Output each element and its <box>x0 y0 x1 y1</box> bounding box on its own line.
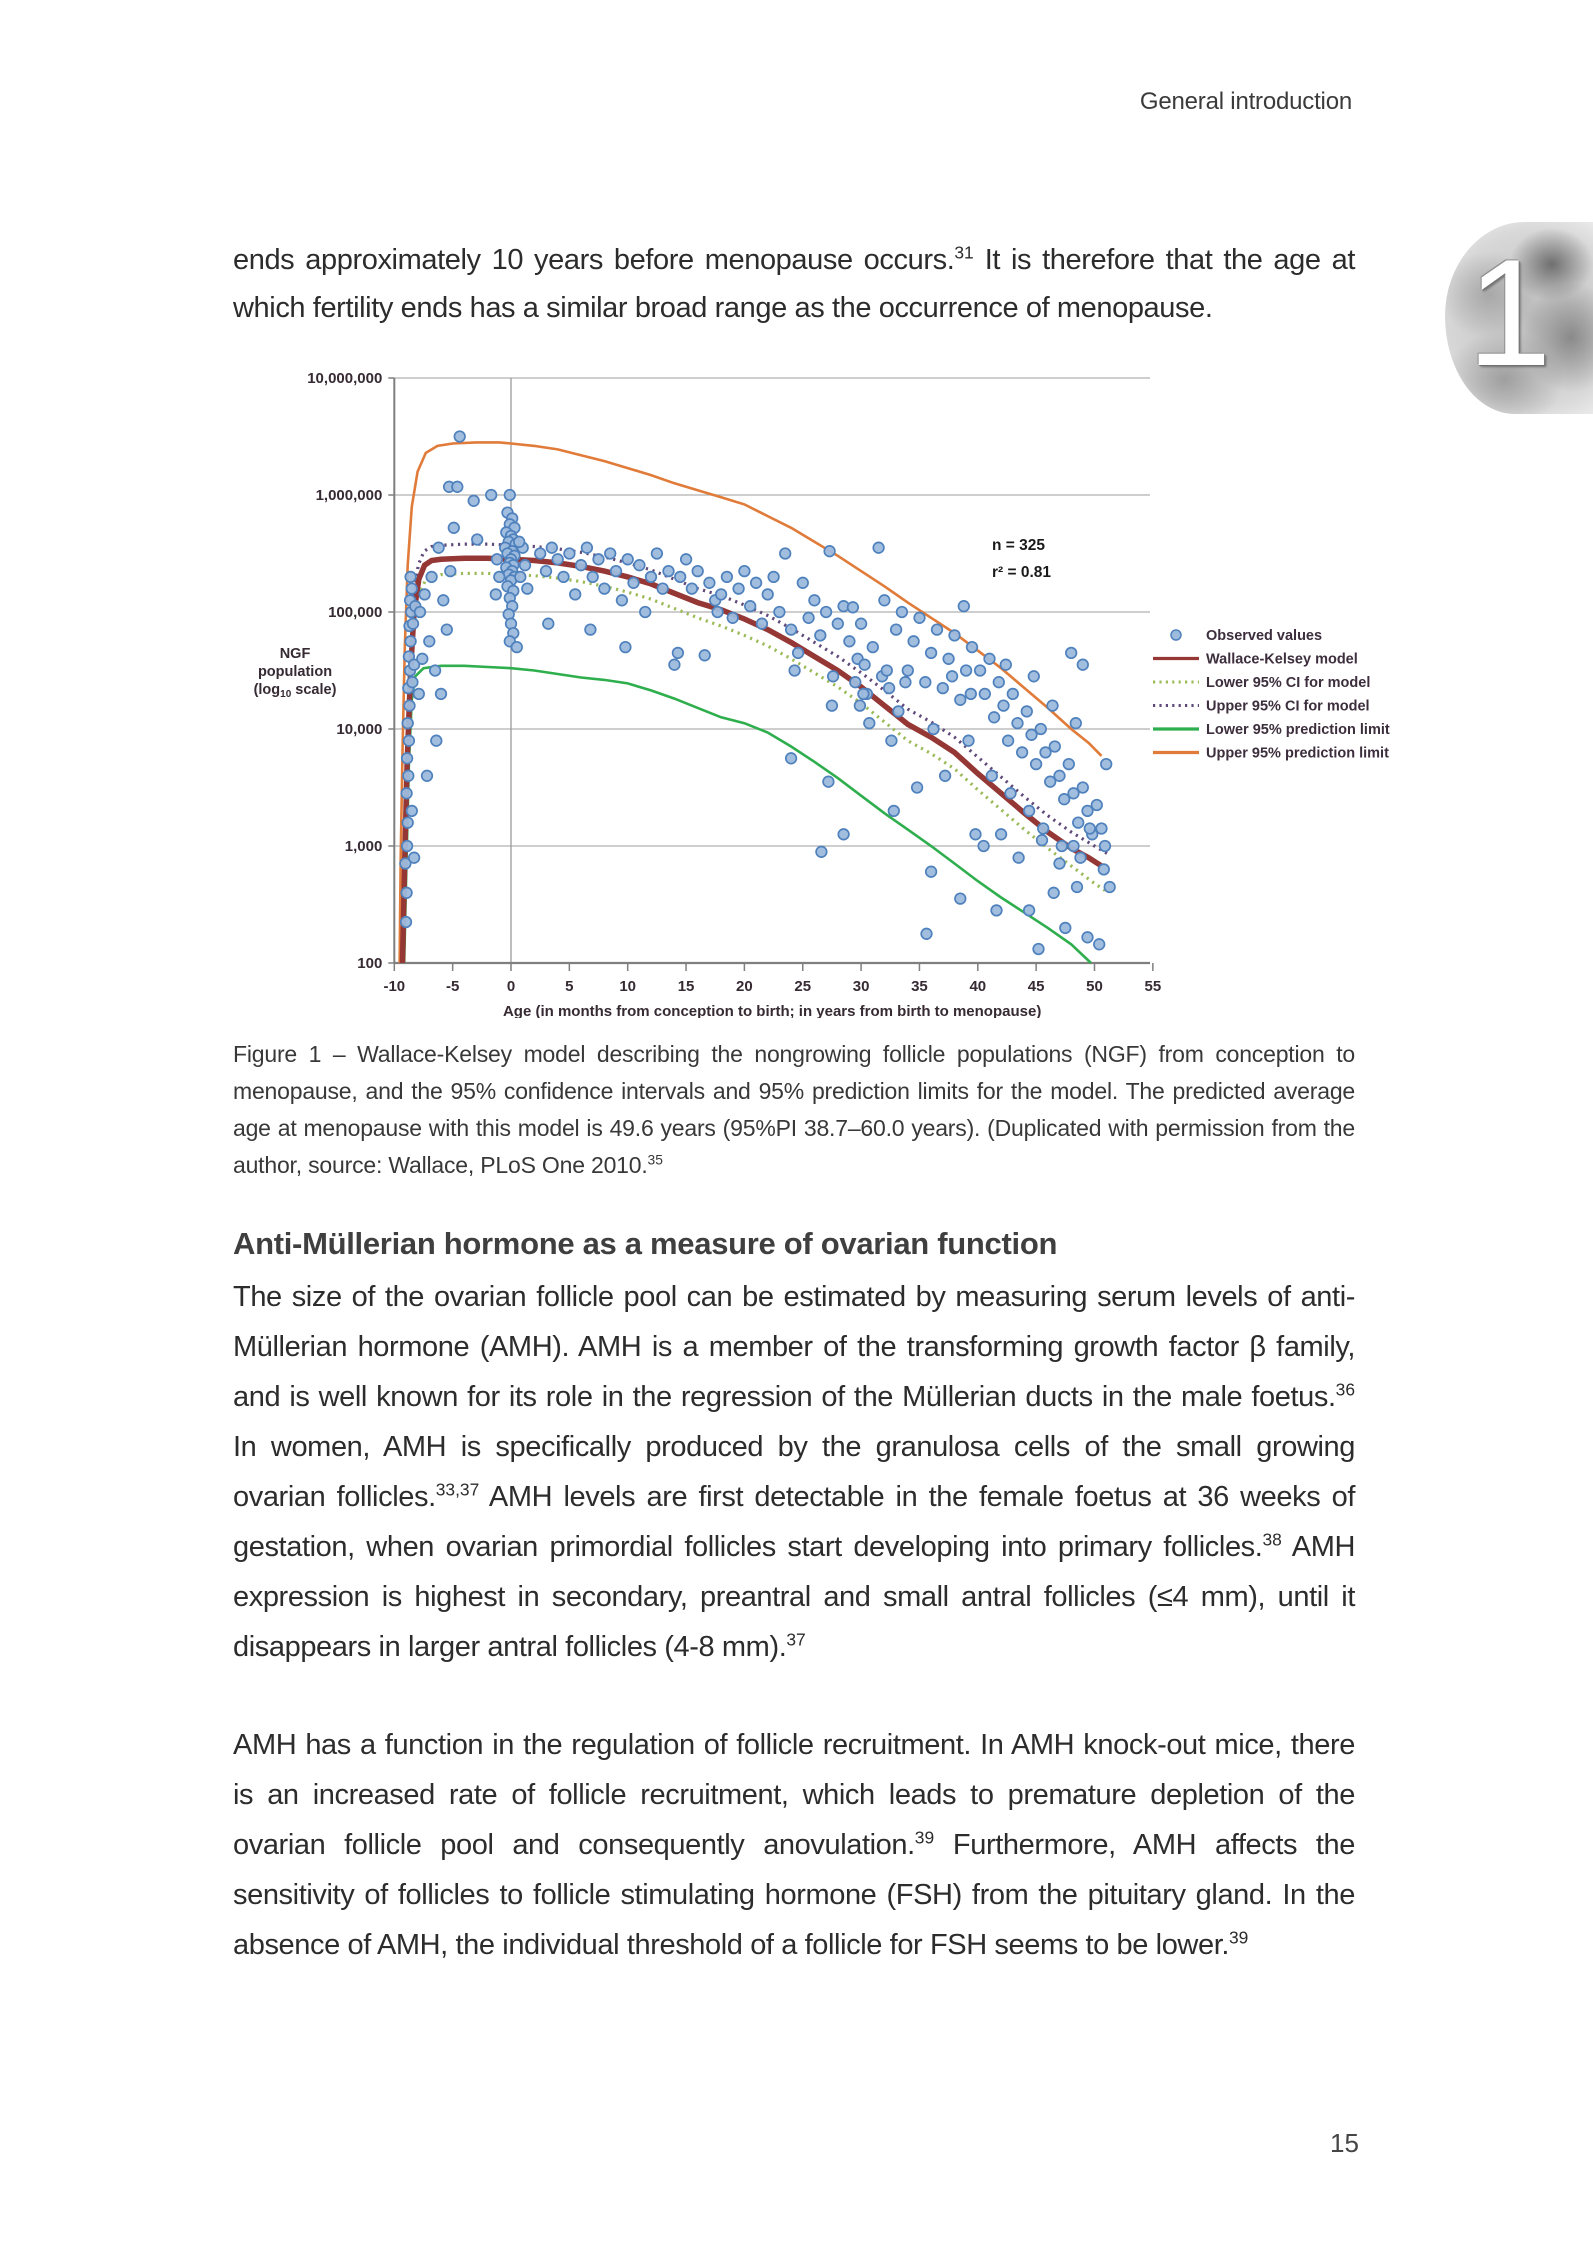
svg-text:5: 5 <box>565 978 574 995</box>
chapter-number: 1 <box>1467 228 1552 398</box>
svg-text:100: 100 <box>357 955 383 972</box>
svg-text:40: 40 <box>969 978 987 995</box>
svg-text:Observed values: Observed values <box>1206 628 1323 644</box>
svg-text:r² = 0.81: r² = 0.81 <box>992 564 1052 581</box>
svg-text:55: 55 <box>1144 978 1162 995</box>
svg-text:Lower 95% prediction limit: Lower 95% prediction limit <box>1206 722 1390 738</box>
svg-text:n = 325: n = 325 <box>992 537 1045 554</box>
svg-text:1,000,000: 1,000,000 <box>315 487 383 504</box>
svg-text:Wallace-Kelsey model: Wallace-Kelsey model <box>1206 651 1358 668</box>
svg-text:50: 50 <box>1086 978 1103 995</box>
svg-text:100,000: 100,000 <box>328 604 383 621</box>
svg-text:10: 10 <box>619 978 637 995</box>
svg-text:20: 20 <box>736 978 753 995</box>
svg-text:Age (in months from conception: Age (in months from conception to birth; in years from birth to menopause) <box>502 1003 1042 1018</box>
chart-annotation <box>992 537 1051 581</box>
chapter-thumbnail-image <box>1445 222 1593 414</box>
page-number: 15 <box>1330 2128 1359 2158</box>
chart-gridlines <box>394 378 1150 963</box>
svg-text:30: 30 <box>852 978 870 995</box>
svg-text:Upper 95% CI for model: Upper 95% CI for model <box>1206 698 1370 715</box>
svg-text:Lower 95% CI for model: Lower 95% CI for model <box>1206 675 1371 691</box>
svg-text:15: 15 <box>677 978 695 995</box>
y-axis-title <box>254 646 337 700</box>
svg-text:Upper 95% prediction limit: Upper 95% prediction limit <box>1206 745 1389 762</box>
body-paragraph-2: AMH has a function in the regulation of follicle recruitment. In AMH knock-out mice, there is an increased rate of follicle recruitment, which leads to premature depletion of the ovarian follicle pool and consequently anovulation.$^{39}$ Furthermore, AMH affects the sensitivity of follicles to follicle stimulating hormone (FSH) from the pituitary gland. In the absence of AMH, the individual threshold of a follicle for FSH seems to be lower.$^{39}$ <box>233 1729 1355 1961</box>
svg-text:25: 25 <box>794 978 812 995</box>
svg-text:(log10 scale): ($\log_{10}$ scale) <box>253 682 337 700</box>
running-header: General introduction <box>1139 88 1352 115</box>
ngf-scatter-chart <box>250 368 1435 1018</box>
svg-text:10,000,000: 10,000,000 <box>307 370 383 387</box>
svg-text:1,000: 1,000 <box>344 838 383 855</box>
svg-text:-5: -5 <box>445 978 460 995</box>
body-paragraph-1: The size of the ovarian follicle pool can be estimated by measuring serum levels of anti-Müllerian hormone (AMH). AMH is a member of the transforming growth factor β family, and is well known for its role in the regression of the Müllerian ducts in the male foetus.$^{36}$ In women, AMH is specifically produced by the granulosa cells of the small growing ovarian follicles.$^{33,37}$ AMH levels are first detectable in the female foetus at 36 weeks of gestation, when ovarian primordial follicles start developing into primary follicles.$^{38}$ AMH expression is highest in secondary, preantral and small antral follicles (≤4 mm), until it disappears in larger antral follicles (4-8 mm).$^{37}$ <box>233 1281 1355 1663</box>
svg-text:0: 0 <box>506 978 516 995</box>
svg-text:population: population <box>257 664 333 680</box>
svg-text:35: 35 <box>911 978 928 995</box>
chart-legend <box>1153 628 1390 762</box>
body-text <box>233 1272 1355 1970</box>
figure-1-chart <box>250 368 1435 1018</box>
intro-paragraph: ends approximately 10 years before menopause occurs.$^{31}$ It is therefore that the age at which fertility ends has a similar broad range as the occurrence of menopause. <box>233 242 1355 324</box>
svg-text:-10: -10 <box>383 978 406 995</box>
svg-text:45: 45 <box>1027 978 1045 995</box>
svg-text:NGF: NGF <box>279 646 311 662</box>
section-heading: Anti-Müllerian hormone as a measure of ovarian function <box>233 1226 1058 1261</box>
svg-text:10,000: 10,000 <box>336 721 383 738</box>
figure-caption: Figure 1 – Wallace-Kelsey model describing the nongrowing follicle populations (NGF) from conception to menopause, and the 95% confidence intervals and 95% prediction limits for the model. The predicted average age at menopause with this model is 49.6 years (95%PI 38.7–60.0 years). (Duplicated with permission from the author, source: Wallace, PLoS One 2010.35 <box>233 1041 1355 1178</box>
